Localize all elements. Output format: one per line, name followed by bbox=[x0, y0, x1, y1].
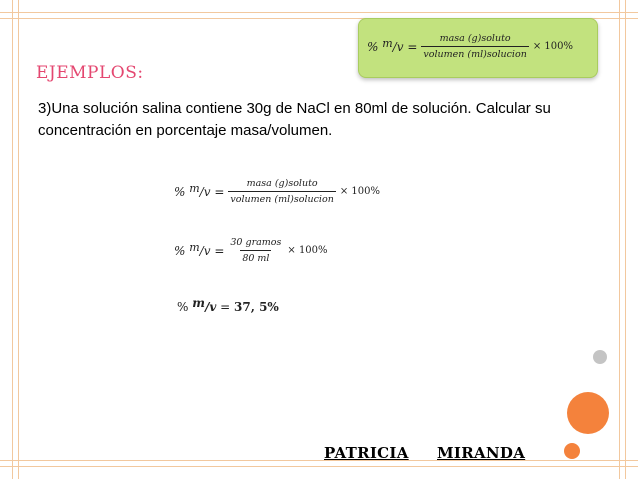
frame-line-top-outer bbox=[0, 12, 638, 13]
step2-denominator: 80 ml bbox=[240, 250, 271, 264]
step2-percent: % bbox=[174, 243, 186, 258]
equation-step-2 bbox=[174, 237, 328, 264]
frame-line-bottom-outer bbox=[0, 466, 638, 467]
step2-m: m bbox=[189, 240, 200, 254]
formula-box-equation bbox=[367, 33, 573, 60]
step1-lhs bbox=[174, 181, 225, 199]
step1-slash: / bbox=[199, 184, 204, 199]
frame-line-right-inner bbox=[619, 0, 620, 479]
formula-box-slash: / bbox=[392, 39, 397, 54]
formula-box-m: m bbox=[382, 36, 393, 50]
formula-box bbox=[358, 18, 598, 78]
step2-v: v bbox=[203, 243, 211, 258]
formula-box-times-100: × 100% bbox=[532, 41, 573, 52]
step2-equals: = bbox=[214, 243, 225, 258]
step2-numerator: 30 gramos bbox=[230, 237, 282, 248]
result-equals: = bbox=[220, 300, 231, 314]
frame-line-left-inner bbox=[18, 0, 19, 479]
step1-fraction bbox=[228, 178, 335, 205]
step1-v: v bbox=[203, 184, 211, 199]
frame-line-bottom-inner bbox=[0, 460, 638, 461]
author-last-name: MIRANDA bbox=[437, 444, 526, 462]
step1-equals: = bbox=[214, 184, 225, 199]
formula-box-lhs bbox=[367, 36, 418, 54]
decorative-orange-circle-small bbox=[564, 443, 580, 459]
formula-box-v: v bbox=[396, 39, 404, 54]
formula-box-percent: % bbox=[367, 39, 379, 54]
formula-box-equals: = bbox=[407, 39, 418, 54]
step1-m: m bbox=[189, 181, 200, 195]
frame-line-left-outer bbox=[12, 0, 13, 479]
step1-times-100: × 100% bbox=[339, 186, 380, 197]
decorative-orange-circle-large bbox=[567, 392, 609, 434]
frame-line-right-outer bbox=[625, 0, 626, 479]
formula-box-denominator: volumen (ml)solucion bbox=[421, 46, 528, 60]
equation-result bbox=[177, 296, 279, 314]
step2-fraction bbox=[228, 237, 283, 264]
result-percent: % bbox=[177, 300, 189, 314]
step1-percent: % bbox=[174, 184, 186, 199]
slide-heading: EJEMPLOS: bbox=[36, 63, 144, 83]
result-m: m bbox=[192, 296, 205, 310]
step2-lhs bbox=[174, 240, 225, 258]
formula-box-fraction bbox=[421, 33, 528, 60]
problem-statement: 3)Una solución salina contiene 30g de NaCl en 80ml de solución. Calcular su concentración en porcentaje masa/volumen. bbox=[38, 100, 551, 139]
formula-box-numerator: masa (g)soluto bbox=[439, 33, 511, 44]
author-first-name: PATRICIA bbox=[324, 444, 409, 462]
result-slash: / bbox=[204, 300, 210, 314]
decorative-gray-circle bbox=[593, 350, 607, 364]
equation-step-1 bbox=[174, 178, 380, 205]
step1-denominator: volumen (ml)solucion bbox=[228, 191, 335, 205]
step1-numerator: masa (g)soluto bbox=[246, 178, 318, 189]
result-v: v bbox=[209, 300, 217, 314]
step2-times-100: × 100% bbox=[287, 245, 328, 256]
step2-slash: / bbox=[199, 243, 204, 258]
result-value: 37, 5% bbox=[234, 300, 279, 314]
